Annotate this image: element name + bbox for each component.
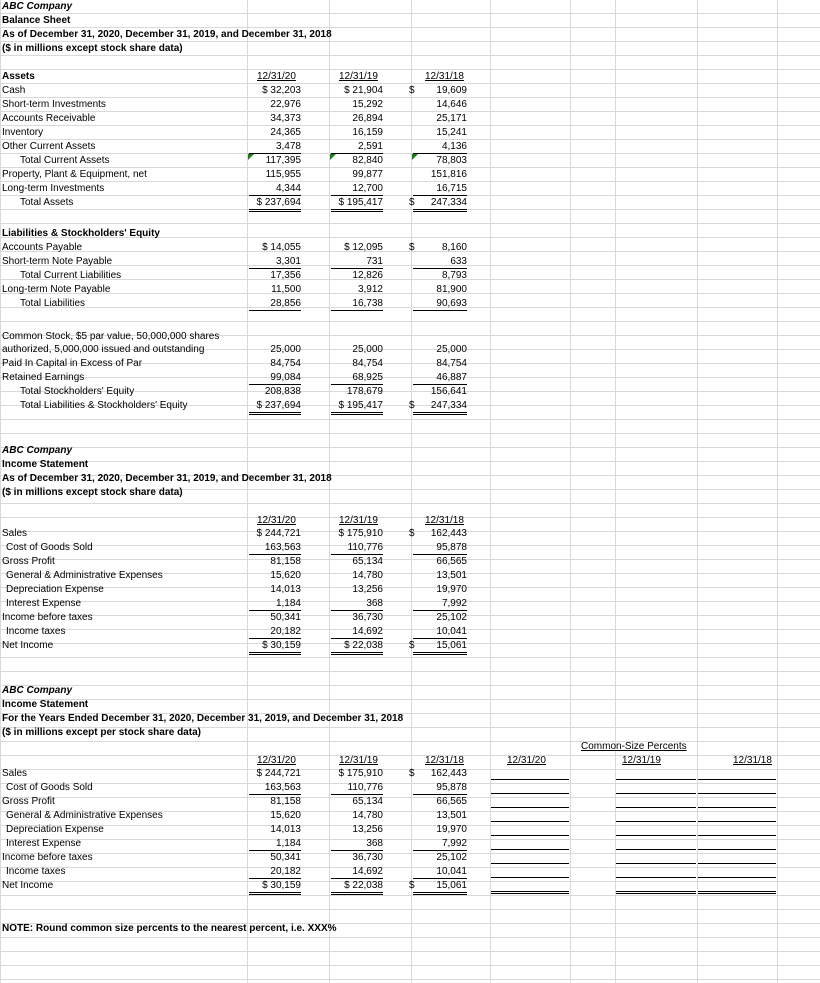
common-size-input-cell[interactable] [698, 877, 776, 878]
value-cell[interactable]: 3,301 [249, 255, 301, 269]
value-cell[interactable]: 16,159 [352, 127, 383, 138]
common-size-input-cell[interactable] [491, 849, 569, 850]
common-size-input-cell[interactable] [616, 891, 696, 894]
income1-company: ABC Company [2, 445, 73, 456]
row-label: Other Current Assets [2, 141, 96, 152]
value-cell[interactable]: 11,500 [271, 284, 301, 295]
income1-asof: As of December 31, 2020, December 31, 2019, and December 31, 2018 [2, 473, 332, 484]
balance-units: ($ in millions except stock share data) [2, 43, 183, 54]
value-cell[interactable]: $ 22,038 [331, 639, 383, 655]
value-cell[interactable]: 99,877 [352, 169, 383, 180]
equity-note: Common Stock, $5 par value, 50,000,000 shares [2, 331, 220, 342]
value-cell[interactable]: 13,256 [352, 824, 383, 835]
row-label: Gross Profit [2, 556, 55, 567]
dollar-sign: $ [409, 528, 415, 539]
value-cell[interactable]: 95,878 [413, 781, 467, 795]
value-cell[interactable]: 14,780 [352, 810, 383, 821]
row-label: Long-term Investments [2, 183, 105, 194]
common-size-input-cell[interactable] [698, 863, 776, 864]
row-label: Short-term Investments [2, 99, 106, 110]
common-size-input-cell[interactable] [616, 849, 696, 850]
assets-heading: Assets [2, 71, 35, 82]
value-cell[interactable]: 12,826 [352, 270, 383, 281]
row-label: General & Administrative Expenses [6, 570, 163, 581]
value-cell[interactable]: 110,776 [331, 781, 383, 795]
common-size-input-cell[interactable] [616, 821, 696, 822]
row-label: Short-term Note Payable [2, 256, 113, 267]
value-cell[interactable]: 90,693 [413, 297, 467, 311]
value-cell[interactable]: 110,776 [331, 541, 383, 555]
value-cell[interactable]: 17,356 [270, 270, 301, 281]
income1-units: ($ in millions except stock share data) [2, 487, 183, 498]
value-cell[interactable]: 15,061 [413, 639, 467, 655]
row-label: Interest Expense [6, 598, 82, 609]
row-label: Income taxes [6, 866, 66, 877]
value-cell[interactable]: 78,803 [436, 155, 467, 166]
value-cell[interactable]: 247,334 [413, 196, 467, 212]
value-cell[interactable]: 162,443 [430, 528, 467, 539]
row-label: Net Income [2, 880, 54, 891]
row-label: Long-term Note Payable [2, 284, 111, 295]
dollar-sign: $ [409, 880, 415, 891]
error-indicator-icon [412, 154, 418, 160]
value-cell[interactable]: 14,692 [331, 865, 383, 879]
value-cell[interactable]: 162,443 [430, 768, 467, 779]
income2-company: ABC Company [2, 685, 73, 696]
value-cell[interactable]: 1,184 [249, 837, 301, 851]
value-cell[interactable]: 84,754 [352, 358, 383, 369]
value-cell[interactable]: 34,373 [270, 113, 301, 124]
value-cell[interactable]: 24,365 [270, 127, 301, 138]
common-size-input-cell[interactable] [491, 877, 569, 878]
row-label: Income taxes [6, 626, 66, 637]
common-size-input-cell[interactable] [491, 835, 569, 836]
row-label: Net Income [2, 640, 54, 651]
row-label: Total Current Assets [20, 155, 110, 166]
value-cell[interactable]: 84,754 [436, 358, 467, 369]
row-label: Income before taxes [2, 852, 93, 863]
is2-col-header: 12/31/18 [425, 755, 464, 766]
value-cell[interactable]: 633 [413, 255, 467, 269]
common-size-input-cell[interactable] [491, 779, 569, 780]
value-cell[interactable]: 151,816 [430, 169, 467, 180]
value-cell[interactable]: 13,501 [436, 810, 467, 821]
value-cell[interactable]: 15,620 [270, 810, 301, 821]
dollar-sign: $ [409, 400, 415, 411]
value-cell[interactable]: 50,341 [270, 612, 301, 623]
is1-col-header: 12/31/20 [257, 515, 296, 526]
value-cell[interactable]: 10,041 [413, 865, 467, 879]
value-cell[interactable]: 4,344 [249, 182, 301, 196]
value-cell[interactable]: 22,976 [270, 99, 301, 110]
value-cell[interactable]: 95,878 [413, 541, 467, 555]
value-cell[interactable]: 14,692 [331, 625, 383, 639]
value-cell[interactable]: 36,730 [352, 852, 383, 863]
value-cell[interactable]: $ 244,721 [256, 528, 301, 539]
value-cell[interactable]: 3,478 [249, 140, 301, 154]
row-label: Paid In Capital in Excess of Par [2, 358, 143, 369]
value-cell[interactable]: 731 [331, 255, 383, 269]
row-label: Total Current Liabilities [20, 270, 122, 281]
value-cell[interactable]: 368 [331, 837, 383, 851]
row-label: Depreciation Expense [6, 824, 104, 835]
common-size-input-cell[interactable] [698, 835, 776, 836]
cs-col-header: 12/31/18 [733, 755, 772, 766]
value-cell[interactable]: $ 175,910 [338, 528, 383, 539]
value-cell[interactable]: 25,000 [352, 344, 383, 355]
value-cell[interactable]: 12,700 [331, 182, 383, 196]
value-cell[interactable]: $ 12,095 [344, 242, 383, 253]
income2-units: ($ in millions except per stock share data) [2, 727, 201, 738]
common-size-input-cell[interactable] [616, 793, 696, 794]
value-cell[interactable]: 20,182 [249, 625, 301, 639]
common-size-title: Common-Size Percents [581, 741, 687, 752]
common-size-input-cell[interactable] [698, 891, 776, 894]
row-label: Property, Plant & Equipment, net [2, 169, 147, 180]
common-size-input-cell[interactable] [616, 779, 696, 780]
balance-title: Balance Sheet [2, 15, 71, 26]
value-cell[interactable]: 19,970 [436, 584, 467, 595]
value-cell[interactable]: $ 237,694 [249, 399, 301, 415]
value-cell[interactable]: $ 14,055 [262, 242, 301, 253]
value-cell[interactable]: 115,955 [265, 169, 301, 180]
value-cell[interactable]: 14,013 [270, 824, 301, 835]
income1-title: Income Statement [2, 459, 89, 470]
value-cell[interactable]: 208,838 [264, 386, 301, 397]
value-cell[interactable]: 178,679 [346, 386, 383, 397]
value-cell[interactable]: 66,565 [436, 556, 467, 567]
value-cell[interactable]: 15,061 [413, 879, 467, 895]
balance-company: ABC Company [2, 1, 73, 12]
value-cell[interactable]: 25,000 [270, 344, 301, 355]
dollar-sign: $ [409, 85, 415, 96]
cs-col-header: 12/31/20 [507, 755, 546, 766]
value-cell[interactable]: 84,754 [270, 358, 301, 369]
is2-col-header: 12/31/19 [339, 755, 378, 766]
row-label: Cash [2, 85, 26, 96]
row-label: Sales [2, 528, 28, 539]
value-cell[interactable]: 36,730 [352, 612, 383, 623]
common-size-input-cell[interactable] [698, 821, 776, 822]
value-cell[interactable]: 81,158 [270, 796, 301, 807]
row-label: Depreciation Expense [6, 584, 104, 595]
row-label: Accounts Receivable [2, 113, 96, 124]
dollar-sign: $ [409, 197, 415, 208]
dollar-sign: $ [409, 242, 415, 253]
value-cell[interactable]: 14,780 [352, 570, 383, 581]
value-cell[interactable]: 99,084 [249, 371, 301, 385]
common-size-input-cell[interactable] [698, 807, 776, 808]
value-cell[interactable]: $ 237,694 [249, 196, 301, 212]
row-label: Gross Profit [2, 796, 55, 807]
row-label: Total Liabilities [20, 298, 86, 309]
row-label: Cost of Goods Sold [6, 542, 93, 553]
value-cell[interactable]: 20,182 [249, 865, 301, 879]
value-cell[interactable]: 156,641 [430, 386, 467, 397]
row-label: Inventory [2, 127, 44, 138]
bs-col-header: 12/31/20 [257, 71, 296, 82]
value-cell[interactable]: 247,334 [413, 399, 467, 415]
value-cell[interactable]: 81,158 [270, 556, 301, 567]
value-cell[interactable]: 1,184 [249, 597, 301, 611]
dollar-sign: $ [409, 768, 415, 779]
row-label: Retained Earnings [2, 372, 85, 383]
value-cell[interactable]: 25,171 [436, 113, 467, 124]
row-label: Interest Expense [6, 838, 82, 849]
value-cell[interactable]: 163,563 [249, 541, 301, 555]
cs-col-header: 12/31/19 [622, 755, 661, 766]
value-cell[interactable]: 3,912 [357, 284, 383, 295]
error-indicator-icon [330, 154, 336, 160]
is1-col-header: 12/31/18 [425, 515, 464, 526]
common-size-input-cell[interactable] [698, 793, 776, 794]
value-cell[interactable]: 25,102 [436, 612, 467, 623]
value-cell[interactable]: 28,856 [249, 297, 301, 311]
row-label: authorized, 5,000,000 issued and outstanding [2, 344, 205, 355]
value-cell[interactable]: 15,292 [352, 99, 383, 110]
row-label: Total Assets [20, 197, 74, 208]
value-cell[interactable]: 117,395 [265, 155, 301, 166]
value-cell[interactable]: 19,970 [436, 824, 467, 835]
row-label: Accounts Payable [2, 242, 83, 253]
value-cell[interactable]: 4,136 [413, 140, 467, 154]
value-cell[interactable]: 15,620 [270, 570, 301, 581]
value-cell[interactable]: $ 195,417 [331, 196, 383, 212]
value-cell[interactable]: 8,160 [441, 242, 467, 253]
value-cell[interactable]: 25,102 [436, 852, 467, 863]
value-cell[interactable]: 50,341 [270, 852, 301, 863]
value-cell[interactable]: 15,241 [436, 127, 467, 138]
value-cell[interactable]: 46,887 [413, 371, 467, 385]
common-size-input-cell[interactable] [698, 779, 776, 780]
bs-col-header: 12/31/18 [425, 71, 464, 82]
value-cell[interactable]: $ 30,159 [249, 639, 301, 655]
value-cell[interactable]: $ 244,721 [256, 768, 301, 779]
common-size-input-cell[interactable] [491, 821, 569, 822]
value-cell[interactable]: 81,900 [436, 284, 467, 295]
value-cell[interactable]: 65,134 [352, 796, 383, 807]
value-cell[interactable]: 66,565 [436, 796, 467, 807]
value-cell[interactable]: $ 175,910 [338, 768, 383, 779]
value-cell[interactable]: 16,715 [413, 182, 467, 196]
value-cell[interactable]: 68,925 [331, 371, 383, 385]
common-size-input-cell[interactable] [616, 863, 696, 864]
income2-title: Income Statement [2, 699, 89, 710]
bs-col-header: 12/31/19 [339, 71, 378, 82]
common-size-input-cell[interactable] [491, 863, 569, 864]
value-cell[interactable]: 14,013 [270, 584, 301, 595]
value-cell[interactable]: 26,894 [352, 113, 383, 124]
balance-asof: As of December 31, 2020, December 31, 2019, and December 31, 2018 [2, 29, 332, 40]
value-cell[interactable]: 65,134 [352, 556, 383, 567]
row-label: Cost of Goods Sold [6, 782, 93, 793]
value-cell[interactable]: 25,000 [436, 344, 467, 355]
value-cell[interactable]: 10,041 [413, 625, 467, 639]
value-cell[interactable]: $ 195,417 [331, 399, 383, 415]
value-cell[interactable]: $ 30,159 [249, 879, 301, 895]
common-size-input-cell[interactable] [616, 835, 696, 836]
value-cell[interactable]: 16,738 [331, 297, 383, 311]
value-cell[interactable]: 14,646 [436, 99, 467, 110]
value-cell[interactable]: 2,591 [331, 140, 383, 154]
value-cell[interactable]: 163,563 [249, 781, 301, 795]
liabilities-heading: Liabilities & Stockholders' Equity [2, 228, 160, 239]
common-size-input-cell[interactable] [698, 849, 776, 850]
value-cell[interactable]: $ 32,203 [262, 85, 301, 96]
row-label: Total Stockholders' Equity [20, 386, 135, 397]
rounding-note: NOTE: Round common size percents to the nearest percent, i.e. XXX% [2, 923, 337, 934]
common-size-input-cell[interactable] [491, 807, 569, 808]
is1-col-header: 12/31/19 [339, 515, 378, 526]
value-cell[interactable]: $ 22,038 [331, 879, 383, 895]
value-cell[interactable]: 368 [331, 597, 383, 611]
value-cell[interactable]: $ 21,904 [344, 85, 383, 96]
value-cell[interactable]: 7,992 [413, 837, 467, 851]
row-label: Sales [2, 768, 28, 779]
is2-col-header: 12/31/20 [257, 755, 296, 766]
row-label: General & Administrative Expenses [6, 810, 163, 821]
value-cell[interactable]: 7,992 [413, 597, 467, 611]
income2-asof: For the Years Ended December 31, 2020, December 31, 2019, and December 31, 2018 [2, 713, 404, 724]
dollar-sign: $ [409, 640, 415, 651]
common-size-input-cell[interactable] [616, 877, 696, 878]
value-cell[interactable]: 19,609 [436, 85, 467, 96]
value-cell[interactable]: 13,256 [352, 584, 383, 595]
value-cell[interactable]: 82,840 [352, 155, 383, 166]
common-size-input-cell[interactable] [491, 891, 569, 894]
common-size-input-cell[interactable] [616, 807, 696, 808]
value-cell[interactable]: 8,793 [441, 270, 467, 281]
common-size-input-cell[interactable] [491, 793, 569, 794]
error-indicator-icon [248, 154, 254, 160]
row-label: Income before taxes [2, 612, 93, 623]
row-label: Total Liabilities & Stockholders' Equity [20, 400, 188, 411]
value-cell[interactable]: 13,501 [436, 570, 467, 581]
